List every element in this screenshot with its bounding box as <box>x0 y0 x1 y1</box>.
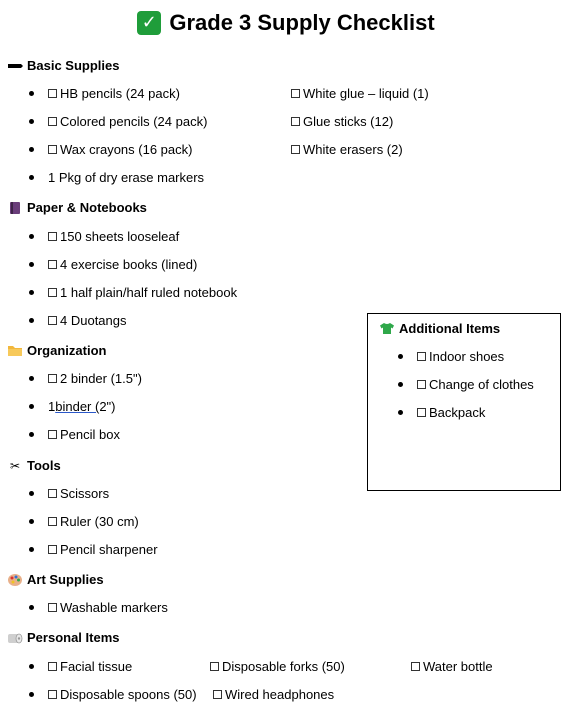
list-item: Facial tissue <box>48 659 132 674</box>
checkbox[interactable] <box>48 662 57 671</box>
list-item: Glue sticks (12) <box>291 114 393 129</box>
list-item: Water bottle <box>411 659 493 674</box>
palette-icon <box>7 573 23 587</box>
checkbox[interactable] <box>48 145 57 154</box>
list-item: 4 Duotangs <box>48 313 127 328</box>
list-item: Change of clothes <box>417 377 534 392</box>
list-item: 1 Pkg of dry erase markers <box>48 170 204 185</box>
list-item: 150 sheets looseleaf <box>48 229 179 244</box>
list-item: Pencil box <box>48 427 120 442</box>
list-item: Wired headphones <box>213 687 334 702</box>
section-heading-additional-items <box>379 321 500 336</box>
section-heading-label: Personal Items <box>27 630 120 645</box>
check-mark-icon: ✓ <box>137 11 161 35</box>
checkbox[interactable] <box>417 380 426 389</box>
checkbox[interactable] <box>417 408 426 417</box>
page-title: Grade 3 Supply Checklist <box>169 10 435 35</box>
list-item: Ruler (30 cm) <box>48 514 139 529</box>
checkbox[interactable] <box>48 316 57 325</box>
checkbox[interactable] <box>48 603 57 612</box>
list-item: Pencil sharpener <box>48 542 158 557</box>
list-item: 1 binder ( 2") <box>48 399 116 414</box>
checkbox[interactable] <box>48 117 57 126</box>
tissue-roll-icon <box>7 631 23 645</box>
checkbox[interactable] <box>48 517 57 526</box>
section-heading-organization <box>7 343 106 358</box>
list-item: Washable markers <box>48 600 168 615</box>
checkbox[interactable] <box>48 545 57 554</box>
checkbox[interactable] <box>411 662 420 671</box>
checkbox[interactable] <box>291 145 300 154</box>
section-heading-basic-supplies <box>7 58 119 73</box>
section-heading-label: Organization <box>27 343 107 358</box>
scissors-icon: ✂ <box>9 458 21 473</box>
list-item: Wax crayons (16 pack) <box>48 142 192 157</box>
list-item: Disposable spoons (50) <box>48 687 197 702</box>
list-item: 2 binder (1.5") <box>48 371 142 386</box>
list-item: Disposable forks (50) <box>210 659 345 674</box>
section-heading-tools <box>7 458 61 473</box>
list-item: Colored pencils (24 pack) <box>48 114 207 129</box>
section-heading-label: Paper & Notebooks <box>27 200 147 215</box>
list-item: 4 exercise books (lined) <box>48 257 197 272</box>
additional-items-box <box>367 313 561 491</box>
list-item: White erasers (2) <box>291 142 403 157</box>
checkbox[interactable] <box>210 662 219 671</box>
list-item: White glue – liquid (1) <box>291 86 429 101</box>
title-row <box>0 10 572 36</box>
pencil-icon <box>7 59 23 73</box>
checkbox[interactable] <box>48 430 57 439</box>
checkbox[interactable] <box>48 489 57 498</box>
checkbox[interactable] <box>213 690 222 699</box>
checkbox[interactable] <box>48 232 57 241</box>
list-item: Backpack <box>417 405 485 420</box>
checkbox[interactable] <box>48 260 57 269</box>
checkbox[interactable] <box>417 352 426 361</box>
section-heading-label: Additional Items <box>399 321 501 336</box>
section-heading-paper-notebooks <box>7 200 147 215</box>
checkbox[interactable] <box>48 374 57 383</box>
checkbox[interactable] <box>291 89 300 98</box>
shirt-icon <box>379 322 395 336</box>
section-heading-label: Basic Supplies <box>27 58 120 73</box>
section-heading-art-supplies <box>7 572 104 587</box>
checkbox[interactable] <box>291 117 300 126</box>
list-item: HB pencils (24 pack) <box>48 86 180 101</box>
notebook-icon <box>7 201 23 215</box>
list-item: Scissors <box>48 486 109 501</box>
list-item: 1 half plain/half ruled notebook <box>48 285 237 300</box>
section-heading-personal-items <box>7 630 120 645</box>
checkbox[interactable] <box>48 89 57 98</box>
section-heading-label: Tools <box>27 458 61 473</box>
section-heading-label: Art Supplies <box>27 572 104 587</box>
checkbox[interactable] <box>48 288 57 297</box>
list-item: Indoor shoes <box>417 349 504 364</box>
folder-icon <box>7 344 23 358</box>
checkbox[interactable] <box>48 690 57 699</box>
